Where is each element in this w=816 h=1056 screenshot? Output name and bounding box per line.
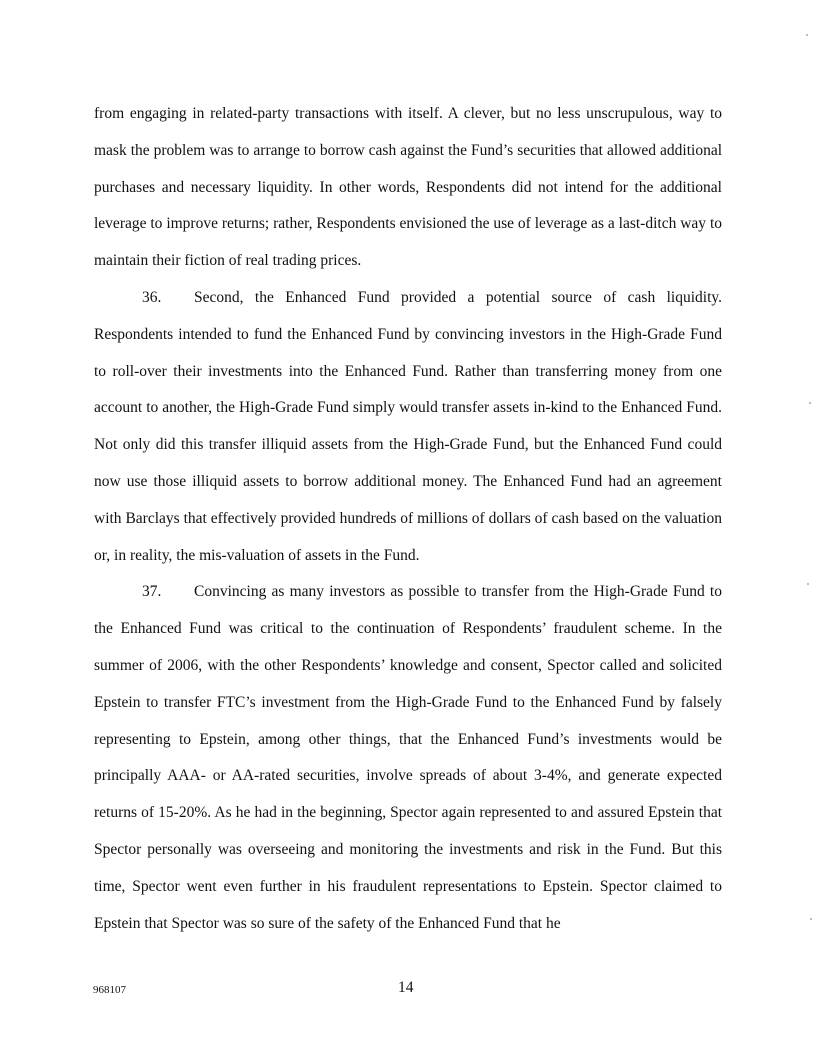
scan-mark bbox=[810, 918, 812, 920]
paragraph-37 bbox=[94, 574, 722, 942]
continuation-paragraph: from engaging in related-party transactions with itself. A clever, but no less unscrupulous, way to mask the problem was to arrange to borrow cash against the Fund’s securities that allowed additional purchases and necessary liquidity. In other words, Respondents did not intend for the additional leverage to improve returns; rather, Respondents envisioned the use of leverage as a last-ditch way to maintain their fiction of real trading prices. bbox=[94, 105, 722, 270]
paragraph-text: Second, the Enhanced Fund provided a potential source of cash liquidity. Respondents intended to fund the Enhanced Fund by convincing investors in the High-Grade Fund to roll-over their investments into the Enhanced Fund. Rather than transferring money from one account to another, the High-Grade Fund simply would transfer assets in-kind to the Enhanced Fund. Not only did this transfer illiquid assets from the High-Grade Fund, but the Enhanced Fund could now use those illiquid assets to borrow additional money. The Enhanced Fund had an agreement with Barclays that effectively provided hundreds of millions of dollars of cash based on the valuation or, in reality, the mis-valuation of assets in the Fund. bbox=[94, 288, 722, 564]
footer-page-number: 14 bbox=[398, 979, 414, 996]
paragraph-36 bbox=[94, 280, 722, 574]
paragraph-number: 37. bbox=[142, 583, 162, 601]
scan-mark bbox=[809, 402, 811, 404]
paragraph-text: Convincing as many investors as possible to transfer from the High-Grade Fund to the Enhanced Fund was critical to the continuation of Respondents’ fraudulent scheme. In the summer of 2006, with the other Respondents’ knowledge and consent, Spector called and solicited Epstein to transfer FTC’s investment from the High-Grade Fund to the Enhanced Fund by falsely representing to Epstein, among other things, that the Enhanced Fund’s investments would be principally AAA- or AA-rated securities, involve spreads of about 3-4%, and generate expected returns of 15-20%. As he had in the beginning, Spector again represented to and assured Epstein that Spector personally was overseeing and monitoring the investments and risk in the Fund. But this time, Spector went even further in his fraudulent representations to Epstein. Spector claimed to Epstein that Spector was so sure of the safety of the Enhanced Fund that he bbox=[94, 583, 722, 932]
footer-document-id: 968107 bbox=[93, 984, 126, 996]
scan-mark bbox=[806, 34, 808, 36]
scan-mark bbox=[807, 583, 809, 585]
document-body bbox=[94, 96, 722, 942]
paragraph-number: 36. bbox=[142, 288, 162, 306]
